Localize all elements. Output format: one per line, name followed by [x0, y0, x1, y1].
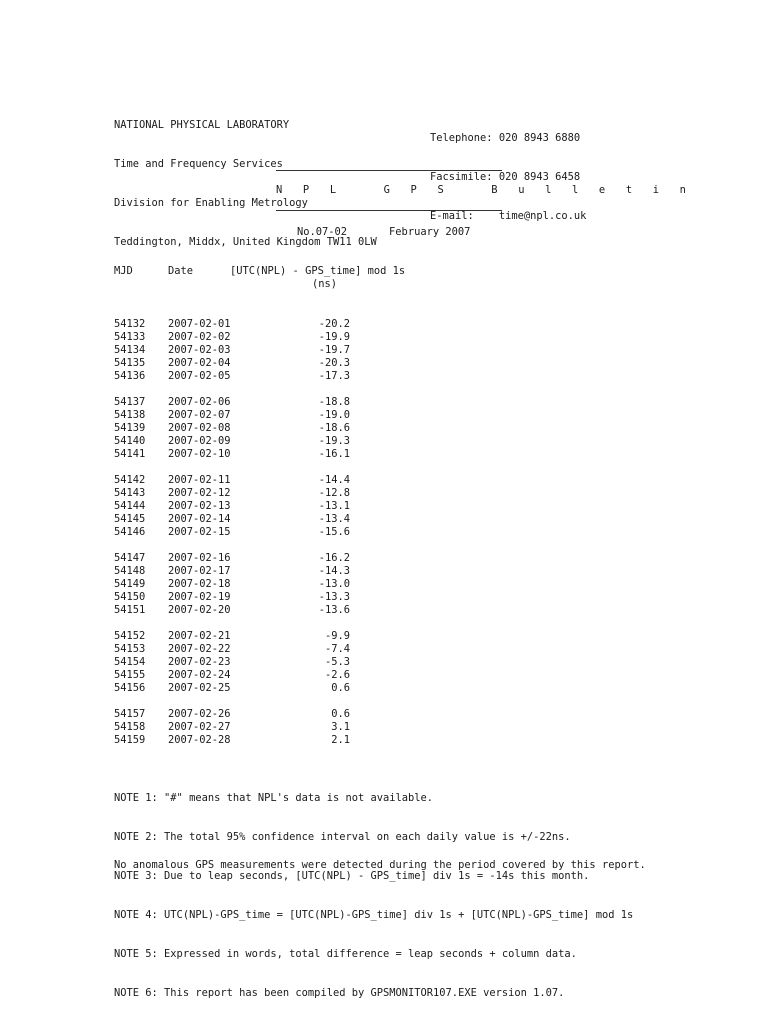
cell-value: -5.3 [324, 656, 350, 668]
cell-mjd: 54156 [114, 682, 146, 694]
cell-date: 2007-02-07 [168, 409, 231, 421]
cell-mjd: 54159 [114, 734, 146, 746]
cell-mjd: 54153 [114, 643, 146, 655]
issue-month: February 2007 [389, 226, 471, 238]
cell-date: 2007-02-27 [168, 721, 231, 733]
cell-value: 0.6 [331, 682, 350, 694]
cell-date: 2007-02-03 [168, 344, 231, 356]
note-3: NOTE 3: Due to leap seconds, [UTC(NPL) - GPS_time] div 1s = -14s this month. [114, 870, 590, 882]
cell-value: -13.0 [318, 578, 350, 590]
cell-mjd: 54134 [114, 344, 146, 356]
cell-mjd: 54143 [114, 487, 146, 499]
cell-value: -7.4 [324, 643, 350, 655]
table-row [114, 656, 414, 669]
cell-mjd: 54141 [114, 448, 146, 460]
cell-value: -19.9 [318, 331, 350, 343]
row-group [114, 552, 414, 617]
table-row [114, 591, 414, 604]
cell-value: -9.9 [324, 630, 350, 642]
cell-date: 2007-02-16 [168, 552, 231, 564]
cell-mjd: 54132 [114, 318, 146, 330]
cell-mjd: 54148 [114, 565, 146, 577]
cell-date: 2007-02-08 [168, 422, 231, 434]
cell-date: 2007-02-19 [168, 591, 231, 603]
cell-mjd: 54140 [114, 435, 146, 447]
cell-mjd: 54142 [114, 474, 146, 486]
notes [114, 766, 633, 1026]
cell-mjd: 54137 [114, 396, 146, 408]
table-row [114, 370, 414, 383]
table-row [114, 448, 414, 461]
cell-mjd: 54149 [114, 578, 146, 590]
table-row [114, 409, 414, 422]
cell-value: 2.1 [331, 734, 350, 746]
table-row [114, 708, 414, 721]
cell-date: 2007-02-13 [168, 500, 231, 512]
cell-mjd: 54138 [114, 409, 146, 421]
org-service: Time and Frequency Services [114, 158, 283, 170]
table-row [114, 500, 414, 513]
cell-date: 2007-02-09 [168, 435, 231, 447]
cell-date: 2007-02-20 [168, 604, 231, 616]
note-5: NOTE 5: Expressed in words, total difference = leap seconds + column data. [114, 948, 577, 960]
cell-mjd: 54146 [114, 526, 146, 538]
cell-mjd: 54151 [114, 604, 146, 616]
cell-value: -20.3 [318, 357, 350, 369]
cell-date: 2007-02-21 [168, 630, 231, 642]
row-group [114, 318, 414, 383]
cell-value: -17.3 [318, 370, 350, 382]
bulletin-title: N P L G P S B u l l e t i n [276, 184, 694, 196]
cell-value: -19.0 [318, 409, 350, 421]
cell-date: 2007-02-01 [168, 318, 231, 330]
cell-value: -14.4 [318, 474, 350, 486]
cell-value: -18.8 [318, 396, 350, 408]
note-6: NOTE 6: This report has been compiled by GPSMONITOR107.EXE version 1.07. [114, 987, 565, 999]
table-row [114, 526, 414, 539]
table-row [114, 604, 414, 617]
table-row [114, 578, 414, 591]
title-rule-top [276, 170, 502, 171]
column-header-value: [UTC(NPL) - GPS_time] mod 1s [230, 265, 406, 277]
cell-value: 0.6 [331, 708, 350, 720]
email: E-mail: time@npl.co.uk [430, 210, 587, 222]
telephone: Telephone: 020 8943 6880 [430, 132, 581, 144]
row-group [114, 396, 414, 461]
org-division: Division for Enabling Metrology [114, 197, 308, 209]
cell-mjd: 54154 [114, 656, 146, 668]
column-header-mjd: MJD [114, 265, 133, 277]
cell-mjd: 54158 [114, 721, 146, 733]
cell-mjd: 54152 [114, 630, 146, 642]
cell-value: -19.3 [318, 435, 350, 447]
cell-mjd: 54144 [114, 500, 146, 512]
table-row [114, 396, 414, 409]
cell-date: 2007-02-12 [168, 487, 231, 499]
table-row [114, 669, 414, 682]
table-row [114, 474, 414, 487]
cell-date: 2007-02-14 [168, 513, 231, 525]
cell-value: -16.2 [318, 552, 350, 564]
issue-line [297, 226, 470, 239]
table-row [114, 331, 414, 344]
cell-value: -13.3 [318, 591, 350, 603]
row-group [114, 474, 414, 539]
title-rule-bottom [276, 210, 502, 211]
cell-date: 2007-02-11 [168, 474, 231, 486]
cell-value: -20.2 [318, 318, 350, 330]
cell-date: 2007-02-24 [168, 669, 231, 681]
note-2: NOTE 2: The total 95% confidence interval on each daily value is +/-22ns. [114, 831, 571, 843]
row-group [114, 708, 414, 747]
table-row [114, 487, 414, 500]
cell-value: -19.7 [318, 344, 350, 356]
row-group [114, 630, 414, 695]
cell-date: 2007-02-17 [168, 565, 231, 577]
column-header-date: Date [168, 265, 194, 277]
cell-date: 2007-02-28 [168, 734, 231, 746]
table-row [114, 513, 414, 526]
cell-mjd: 54139 [114, 422, 146, 434]
cell-value: -14.3 [318, 565, 350, 577]
cell-value: 3.1 [331, 721, 350, 733]
table-row [114, 357, 414, 370]
cell-value: -16.1 [318, 448, 350, 460]
cell-mjd: 54155 [114, 669, 146, 681]
cell-mjd: 54145 [114, 513, 146, 525]
data-table [114, 318, 414, 760]
table-row [114, 552, 414, 565]
cell-mjd: 54136 [114, 370, 146, 382]
facsimile: Facsimile: 020 8943 6458 [430, 171, 581, 183]
cell-value: -13.6 [318, 604, 350, 616]
cell-mjd: 54150 [114, 591, 146, 603]
cell-value: -18.6 [318, 422, 350, 434]
cell-value: -13.4 [318, 513, 350, 525]
table-row [114, 565, 414, 578]
table-row [114, 344, 414, 357]
cell-date: 2007-02-06 [168, 396, 231, 408]
table-row [114, 630, 414, 643]
table-row [114, 422, 414, 435]
cell-value: -2.6 [324, 669, 350, 681]
cell-value: -13.1 [318, 500, 350, 512]
org-name: NATIONAL PHYSICAL LABORATORY [114, 119, 290, 131]
note-4: NOTE 4: UTC(NPL)-GPS_time = [UTC(NPL)-GPS_time] div 1s + [UTC(NPL)-GPS_time] mod 1s [114, 909, 634, 921]
cell-mjd: 54147 [114, 552, 146, 564]
cell-date: 2007-02-26 [168, 708, 231, 720]
cell-date: 2007-02-23 [168, 656, 231, 668]
cell-date: 2007-02-22 [168, 643, 231, 655]
table-row [114, 435, 414, 448]
table-row [114, 643, 414, 656]
cell-date: 2007-02-04 [168, 357, 231, 369]
cell-value: -15.6 [318, 526, 350, 538]
cell-date: 2007-02-02 [168, 331, 231, 343]
issue-number: No.07-02 [297, 226, 348, 238]
cell-date: 2007-02-18 [168, 578, 231, 590]
column-header-unit: (ns) [312, 278, 338, 290]
table-row [114, 318, 414, 331]
cell-date: 2007-02-05 [168, 370, 231, 382]
cell-mjd: 54135 [114, 357, 146, 369]
table-row [114, 682, 414, 695]
cell-mjd: 54157 [114, 708, 146, 720]
cell-date: 2007-02-25 [168, 682, 231, 694]
org-address: Teddington, Middx, United Kingdom TW11 0LW [114, 236, 377, 248]
note-1: NOTE 1: "#" means that NPL's data is not available. [114, 792, 434, 804]
table-row [114, 721, 414, 734]
cell-date: 2007-02-15 [168, 526, 231, 538]
cell-mjd: 54133 [114, 331, 146, 343]
cell-value: -12.8 [318, 487, 350, 499]
cell-date: 2007-02-10 [168, 448, 231, 460]
closing-statement: No anomalous GPS measurements were detected during the period covered by this report. [114, 859, 646, 871]
table-row [114, 734, 414, 747]
